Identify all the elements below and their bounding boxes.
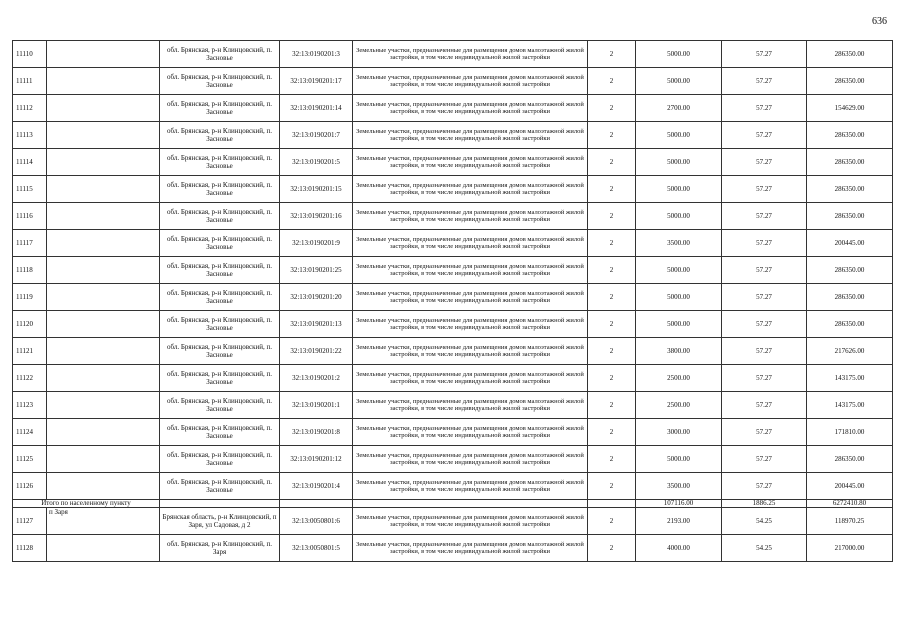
group-number: 2: [588, 257, 636, 284]
land-category: Земельные участки, предназначенные для размещения домов малоэтажной жилой застройки, в том числе индивидуальной жилой застройки: [353, 473, 588, 500]
land-category: Земельные участки, предназначенные для размещения домов малоэтажной жилой застройки, в том числе индивидуальной жилой застройки: [353, 508, 588, 535]
group-number: 2: [588, 446, 636, 473]
row-id: 11122: [13, 365, 47, 392]
area-value: 3000.00: [636, 419, 722, 446]
group-number: 2: [588, 535, 636, 562]
table-row: [13, 284, 893, 311]
table-row: [13, 68, 893, 95]
table-row: [13, 311, 893, 338]
specific-value: 57.27: [722, 203, 807, 230]
settlement-cell: [47, 257, 160, 284]
settlement-cell: [47, 392, 160, 419]
cadastral-value-table: [12, 40, 893, 562]
table-row: [13, 203, 893, 230]
row-id: 11118: [13, 257, 47, 284]
row-id: 11115: [13, 176, 47, 203]
cadastral-number: 32:13:0190201:12: [280, 446, 353, 473]
table-row: [13, 508, 893, 535]
area-value: 5000.00: [636, 203, 722, 230]
group-number: 2: [588, 338, 636, 365]
row-id: 11123: [13, 392, 47, 419]
cadastral-number: 32:13:0190201:2: [280, 365, 353, 392]
address-cell: обл. Брянская, р-н Клинцовский, п. Засновье: [160, 365, 280, 392]
group-number: 2: [588, 419, 636, 446]
cadastral-number: 32:13:0190201:3: [280, 41, 353, 68]
address-cell: обл. Брянская, р-н Клинцовский, п. Засновье: [160, 446, 280, 473]
table-row: [13, 446, 893, 473]
row-id: 11112: [13, 95, 47, 122]
cadastral-value: 171810.00: [807, 419, 893, 446]
address-cell: обл. Брянская, р-н Клинцовский, п. Засновье: [160, 392, 280, 419]
specific-value: 54.25: [722, 535, 807, 562]
cadastral-value: 143175.00: [807, 392, 893, 419]
cadastral-number: 32:13:0190201:13: [280, 311, 353, 338]
group-number: 2: [588, 473, 636, 500]
cadastral-number: 32:13:0050801:6: [280, 508, 353, 535]
area-value: 5000.00: [636, 122, 722, 149]
settlement-cell: [47, 338, 160, 365]
cadastral-number: 32:13:0190201:7: [280, 122, 353, 149]
address-cell: обл. Брянская, р-н Клинцовский, п. Засновье: [160, 95, 280, 122]
land-category: Земельные участки, предназначенные для размещения домов малоэтажной жилой застройки, в том числе индивидуальной жилой застройки: [353, 203, 588, 230]
specific-value: 57.27: [722, 257, 807, 284]
table-row: [13, 41, 893, 68]
settlement-cell: [47, 41, 160, 68]
subtotal-value: 6272410.80: [807, 500, 893, 508]
group-number: 2: [588, 149, 636, 176]
group-number: 2: [588, 230, 636, 257]
cadastral-value: 286350.00: [807, 41, 893, 68]
cadastral-value: 200445.00: [807, 230, 893, 257]
settlement-cell: [47, 95, 160, 122]
specific-value: 57.27: [722, 311, 807, 338]
settlement-cell: [47, 68, 160, 95]
cadastral-value: 286350.00: [807, 122, 893, 149]
land-category: Земельные участки, предназначенные для размещения домов малоэтажной жилой застройки, в том числе индивидуальной жилой застройки: [353, 230, 588, 257]
blank-cell: [280, 500, 353, 508]
cadastral-number: 32:13:0050801:5: [280, 535, 353, 562]
cadastral-value: 118970.25: [807, 508, 893, 535]
row-id: 11110: [13, 41, 47, 68]
address-cell: обл. Брянская, р-н Клинцовский, п. Заря: [160, 535, 280, 562]
cadastral-value: 217000.00: [807, 535, 893, 562]
row-id: 11120: [13, 311, 47, 338]
land-category: Земельные участки, предназначенные для размещения домов малоэтажной жилой застройки, в том числе индивидуальной жилой застройки: [353, 95, 588, 122]
land-category: Земельные участки, предназначенные для размещения домов малоэтажной жилой застройки, в том числе индивидуальной жилой застройки: [353, 446, 588, 473]
cadastral-value: 286350.00: [807, 149, 893, 176]
area-value: 3500.00: [636, 230, 722, 257]
cadastral-number: 32:13:0190201:8: [280, 419, 353, 446]
subtotal-row: [13, 500, 893, 508]
settlement-cell: [47, 176, 160, 203]
specific-value: 57.27: [722, 419, 807, 446]
cadastral-value: 286350.00: [807, 203, 893, 230]
area-value: 5000.00: [636, 311, 722, 338]
table-row: [13, 473, 893, 500]
area-value: 5000.00: [636, 446, 722, 473]
address-cell: Брянская область, р-н Клинцовский, п Заря, ул Садовая, д 2: [160, 508, 280, 535]
row-id: 11124: [13, 419, 47, 446]
settlement-cell: [47, 311, 160, 338]
row-id: 11125: [13, 446, 47, 473]
area-value: 5000.00: [636, 68, 722, 95]
address-cell: обл. Брянская, р-н Клинцовский, п. Засновье: [160, 284, 280, 311]
cadastral-value: 154629.00: [807, 95, 893, 122]
settlement-cell: [47, 446, 160, 473]
group-number: 2: [588, 176, 636, 203]
land-category: Земельные участки, предназначенные для размещения домов малоэтажной жилой застройки, в том числе индивидуальной жилой застройки: [353, 535, 588, 562]
address-cell: обл. Брянская, р-н Клинцовский, п. Засновье: [160, 122, 280, 149]
address-cell: обл. Брянская, р-н Клинцовский, п. Засновье: [160, 311, 280, 338]
cadastral-value: 217626.00: [807, 338, 893, 365]
area-value: 5000.00: [636, 149, 722, 176]
address-cell: обл. Брянская, р-н Клинцовский, п. Засновье: [160, 419, 280, 446]
address-cell: обл. Брянская, р-н Клинцовский, п. Засновье: [160, 41, 280, 68]
table-row: [13, 230, 893, 257]
cadastral-value: 286350.00: [807, 284, 893, 311]
land-category: Земельные участки, предназначенные для размещения домов малоэтажной жилой застройки, в том числе индивидуальной жилой застройки: [353, 68, 588, 95]
area-value: 2700.00: [636, 95, 722, 122]
cadastral-number: 32:13:0190201:25: [280, 257, 353, 284]
address-cell: обл. Брянская, р-н Клинцовский, п. Засновье: [160, 176, 280, 203]
specific-value: 57.27: [722, 41, 807, 68]
specific-value: 57.27: [722, 149, 807, 176]
specific-value: 57.27: [722, 446, 807, 473]
subtotal-rate: 1886.25: [722, 500, 807, 508]
row-id: 11126: [13, 473, 47, 500]
cadastral-number: 32:13:0190201:1: [280, 392, 353, 419]
area-value: 2193.00: [636, 508, 722, 535]
address-cell: обл. Брянская, р-н Клинцовский, п. Засновье: [160, 68, 280, 95]
specific-value: 57.27: [722, 176, 807, 203]
table-row: [13, 176, 893, 203]
settlement-cell: [47, 419, 160, 446]
row-id: 11116: [13, 203, 47, 230]
address-cell: обл. Брянская, р-н Клинцовский, п. Засновье: [160, 230, 280, 257]
specific-value: 57.27: [722, 392, 807, 419]
settlement-cell: [47, 230, 160, 257]
blank-cell: [588, 500, 636, 508]
row-id: 11117: [13, 230, 47, 257]
settlement-cell: [47, 535, 160, 562]
group-number: 2: [588, 203, 636, 230]
row-id: 11119: [13, 284, 47, 311]
area-value: 2500.00: [636, 392, 722, 419]
area-value: 2500.00: [636, 365, 722, 392]
cadastral-value: 286350.00: [807, 257, 893, 284]
settlement-cell: [47, 203, 160, 230]
cadastral-value: 286350.00: [807, 176, 893, 203]
land-category: Земельные участки, предназначенные для размещения домов малоэтажной жилой застройки, в том числе индивидуальной жилой застройки: [353, 365, 588, 392]
cadastral-number: 32:13:0190201:9: [280, 230, 353, 257]
settlement-cell: [47, 284, 160, 311]
cadastral-number: 32:13:0190201:5: [280, 149, 353, 176]
land-category: Земельные участки, предназначенные для размещения домов малоэтажной жилой застройки, в том числе индивидуальной жилой застройки: [353, 311, 588, 338]
settlement-cell: [47, 122, 160, 149]
specific-value: 54.25: [722, 508, 807, 535]
address-cell: обл. Брянская, р-н Клинцовский, п. Засновье: [160, 257, 280, 284]
settlement-cell: [47, 365, 160, 392]
settlement-cell: п Заря: [47, 508, 160, 535]
row-id: 11121: [13, 338, 47, 365]
cadastral-value: 286350.00: [807, 68, 893, 95]
group-number: 2: [588, 284, 636, 311]
group-number: 2: [588, 122, 636, 149]
cadastral-value: 143175.00: [807, 365, 893, 392]
area-value: 5000.00: [636, 284, 722, 311]
table-row: [13, 535, 893, 562]
subtotal-label: Итого по населенному пункту: [13, 500, 160, 508]
cadastral-number: 32:13:0190201:22: [280, 338, 353, 365]
area-value: 3500.00: [636, 473, 722, 500]
address-cell: обл. Брянская, р-н Клинцовский, п. Засновье: [160, 149, 280, 176]
land-category: Земельные участки, предназначенные для размещения домов малоэтажной жилой застройки, в том числе индивидуальной жилой застройки: [353, 419, 588, 446]
cadastral-value: 286350.00: [807, 446, 893, 473]
cadastral-number: 32:13:0190201:4: [280, 473, 353, 500]
area-value: 5000.00: [636, 176, 722, 203]
row-id: 11114: [13, 149, 47, 176]
address-cell: обл. Брянская, р-н Клинцовский, п. Засновье: [160, 203, 280, 230]
group-number: 2: [588, 41, 636, 68]
group-number: 2: [588, 311, 636, 338]
land-category: Земельные участки, предназначенные для размещения домов малоэтажной жилой застройки, в том числе индивидуальной жилой застройки: [353, 392, 588, 419]
table-row: [13, 149, 893, 176]
specific-value: 57.27: [722, 95, 807, 122]
address-cell: обл. Брянская, р-н Клинцовский, п. Засновье: [160, 473, 280, 500]
group-number: 2: [588, 508, 636, 535]
table-row: [13, 338, 893, 365]
area-value: 4000.00: [636, 535, 722, 562]
address-cell: обл. Брянская, р-н Клинцовский, п. Засновье: [160, 338, 280, 365]
settlement-cell: [47, 149, 160, 176]
area-value: 5000.00: [636, 41, 722, 68]
row-id: 11111: [13, 68, 47, 95]
table-row: [13, 392, 893, 419]
cadastral-number: 32:13:0190201:16: [280, 203, 353, 230]
specific-value: 57.27: [722, 68, 807, 95]
row-id: 11128: [13, 535, 47, 562]
land-category: Земельные участки, предназначенные для размещения домов малоэтажной жилой застройки, в том числе индивидуальной жилой застройки: [353, 338, 588, 365]
land-category: Земельные участки, предназначенные для размещения домов малоэтажной жилой застройки, в том числе индивидуальной жилой застройки: [353, 284, 588, 311]
specific-value: 57.27: [722, 473, 807, 500]
settlement-cell: [47, 473, 160, 500]
cadastral-number: 32:13:0190201:14: [280, 95, 353, 122]
group-number: 2: [588, 392, 636, 419]
specific-value: 57.27: [722, 365, 807, 392]
specific-value: 57.27: [722, 284, 807, 311]
area-value: 3800.00: [636, 338, 722, 365]
subtotal-area: 107116.00: [636, 500, 722, 508]
land-category: Земельные участки, предназначенные для размещения домов малоэтажной жилой застройки, в том числе индивидуальной жилой застройки: [353, 41, 588, 68]
table-row: [13, 122, 893, 149]
cadastral-number: 32:13:0190201:15: [280, 176, 353, 203]
row-id: 11113: [13, 122, 47, 149]
page-number: 636: [872, 16, 887, 27]
table-row: [13, 419, 893, 446]
table-row: [13, 365, 893, 392]
specific-value: 57.27: [722, 338, 807, 365]
cadastral-value: 200445.00: [807, 473, 893, 500]
group-number: 2: [588, 68, 636, 95]
cadastral-number: 32:13:0190201:17: [280, 68, 353, 95]
specific-value: 57.27: [722, 122, 807, 149]
land-category: Земельные участки, предназначенные для размещения домов малоэтажной жилой застройки, в том числе индивидуальной жилой застройки: [353, 149, 588, 176]
cadastral-value: 286350.00: [807, 311, 893, 338]
blank-cell: [160, 500, 280, 508]
row-id: 11127: [13, 508, 47, 535]
group-number: 2: [588, 95, 636, 122]
table-row: [13, 257, 893, 284]
land-category: Земельные участки, предназначенные для размещения домов малоэтажной жилой застройки, в том числе индивидуальной жилой застройки: [353, 257, 588, 284]
area-value: 5000.00: [636, 257, 722, 284]
cadastral-number: 32:13:0190201:20: [280, 284, 353, 311]
specific-value: 57.27: [722, 230, 807, 257]
blank-cell: [353, 500, 588, 508]
table-row: [13, 95, 893, 122]
land-category: Земельные участки, предназначенные для размещения домов малоэтажной жилой застройки, в том числе индивидуальной жилой застройки: [353, 122, 588, 149]
land-category: Земельные участки, предназначенные для размещения домов малоэтажной жилой застройки, в том числе индивидуальной жилой застройки: [353, 176, 588, 203]
group-number: 2: [588, 365, 636, 392]
